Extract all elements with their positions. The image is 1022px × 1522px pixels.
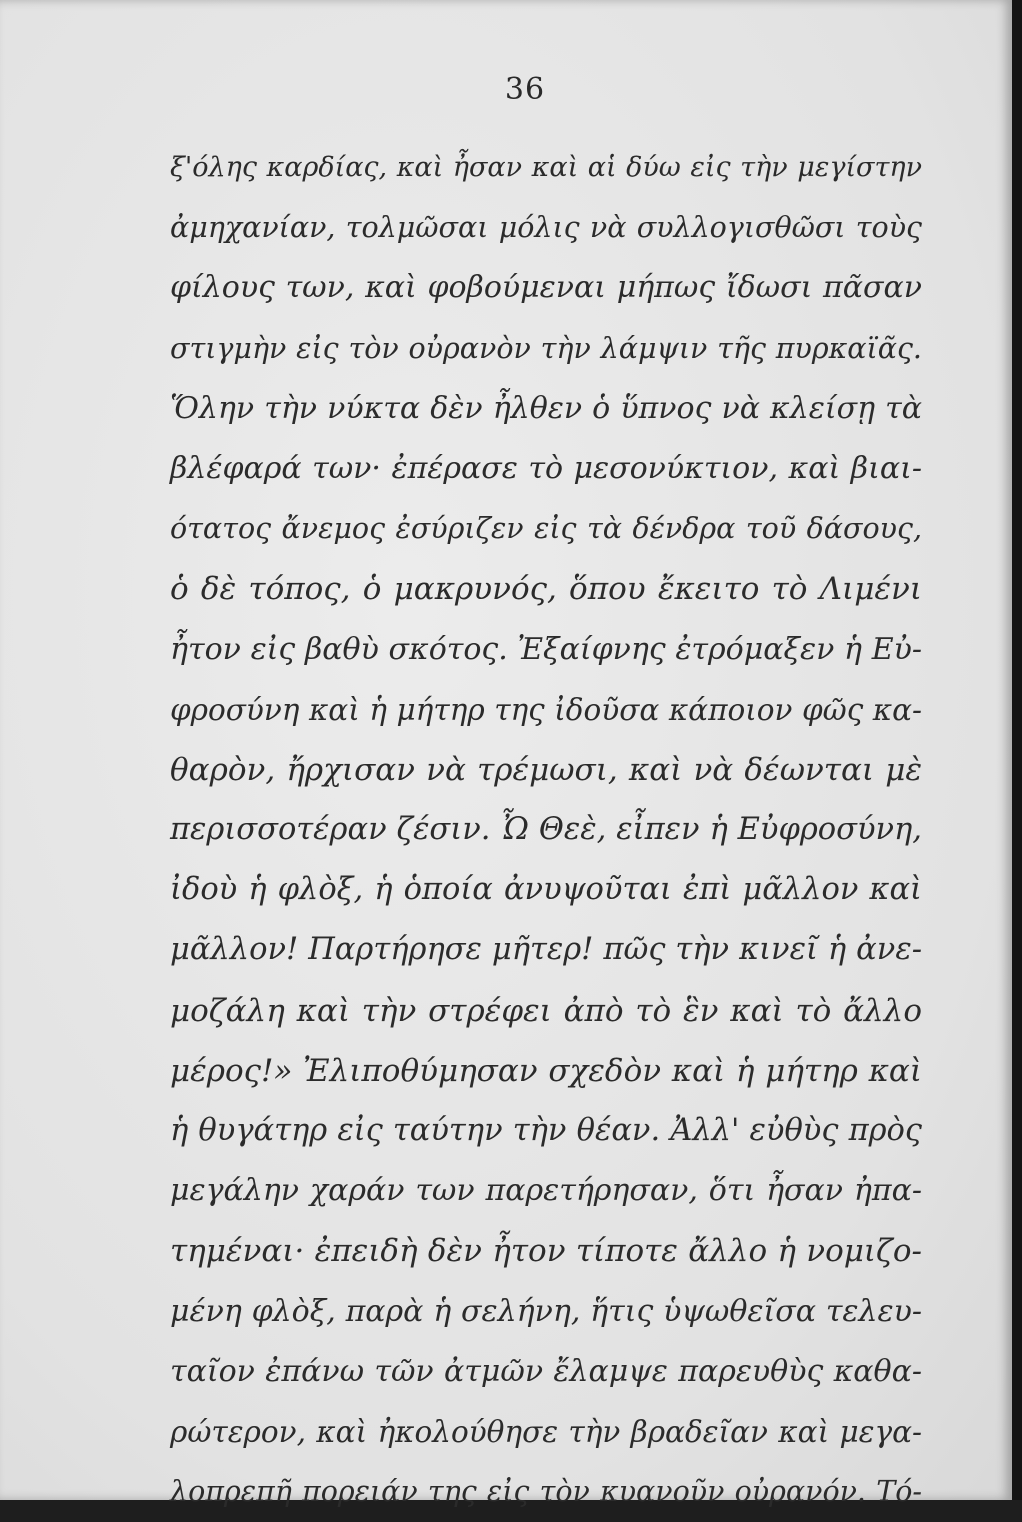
text-line: φροσύνη καὶ ἡ μήτηρ της ἰδοῦσα κάποιον φῶς κα- — [170, 692, 922, 727]
text-line: ἀμηχανίαν, τολμῶσαι μόλις νὰ συλλογισθῶσι τοὺς — [170, 211, 922, 245]
text-line: φίλους των, καὶ φοβούμεναι μήπως ἴδωσι πᾶσαν — [170, 270, 922, 306]
scan-edge — [1012, 0, 1022, 1500]
text-line: ὁ δὲ τόπος, ὁ μακρυνός, ὅπου ἔκειτο τὸ Λιμένι — [170, 571, 922, 608]
text-line: ρώτερον, καὶ ἠκολούθησε τὴν βραδεῖαν καὶ μεγα- — [170, 1414, 922, 1449]
text-line: μοζάλη καὶ τὴν στρέφει ἀπὸ τὸ ἓν καὶ τὸ ἄλλο — [170, 992, 922, 1029]
text-line: μᾶλλον! Παρτήρησε μῆτερ! πῶς τὴν κινεῖ ἡ ἀνε- — [170, 932, 922, 968]
page-number: 36 — [504, 72, 546, 107]
text-line: ότατος ἄνεμος ἐσύριζεν εἰς τὰ δένδρα τοῦ δάσους, — [170, 512, 922, 546]
text-line: μέρος!» Ἐλιποθύμησαν σχεδὸν καὶ ἡ μήτηρ καὶ — [170, 1052, 922, 1089]
text-line: ἡ θυγάτηρ εἰς ταύτην τὴν θέαν. Ἀλλ' εὐθὺς πρὸς — [170, 1113, 922, 1148]
text-line: μένη φλὸξ, παρὰ ἡ σελήνη, ἥτις ὑψωθεῖσα τελευ- — [170, 1293, 922, 1329]
text-line: λοπρεπῆ πορειάν της εἰς τὸν κυανοῦν οὐρανόν. Τό- — [170, 1475, 922, 1509]
text-line: βλέφαρά των· ἐπέρασε τὸ μεσονύκτιον, καὶ βιαι- — [170, 450, 922, 486]
text-line: θαρὸν, ἤρχισαν νὰ τρέμωσι, καὶ νὰ δέωνται μὲ — [170, 751, 922, 788]
text-line: περισσοτέραν ζέσιν. Ὦ Θεὲ, εἶπεν ἡ Εὐφροσύνη, — [170, 812, 922, 848]
text-line: ξ'όλης καρδίας, καὶ ἦσαν καὶ αἱ δύω εἰς τὴν μεγίστην — [170, 152, 922, 183]
text-line: μεγάλην χαράν των παρετήρησαν, ὅτι ἦσαν ἠπα- — [170, 1173, 922, 1209]
text-line: ἦτον εἰς βαθὺ σκότος. Ἐξαίφνης ἐτρόμαξεν ἡ Εὐ- — [170, 631, 922, 667]
text-line: στιγμὴν εἰς τὸν οὐρανὸν τὴν λάμψιν τῆς πυρκαϊᾶς. — [170, 331, 922, 365]
text-line: τημέναι· ἐπειδὴ δὲν ἦτον τίποτε ἄλλο ἡ νομιζο- — [170, 1233, 922, 1270]
body-text — [170, 138, 922, 1522]
text-line: ταῖον ἐπάνω τῶν ἀτμῶν ἔλαμψε παρευθὺς καθα- — [170, 1353, 922, 1389]
text-line: ἰδοὺ ἡ φλὸξ, ἡ ὁποία ἀνυψοῦται ἐπὶ μᾶλλον καὶ — [170, 872, 922, 908]
text-line: Ὅλην τὴν νύκτα δὲν ἦλθεν ὁ ὕπνος νὰ κλείσῃ τὰ — [170, 390, 922, 426]
